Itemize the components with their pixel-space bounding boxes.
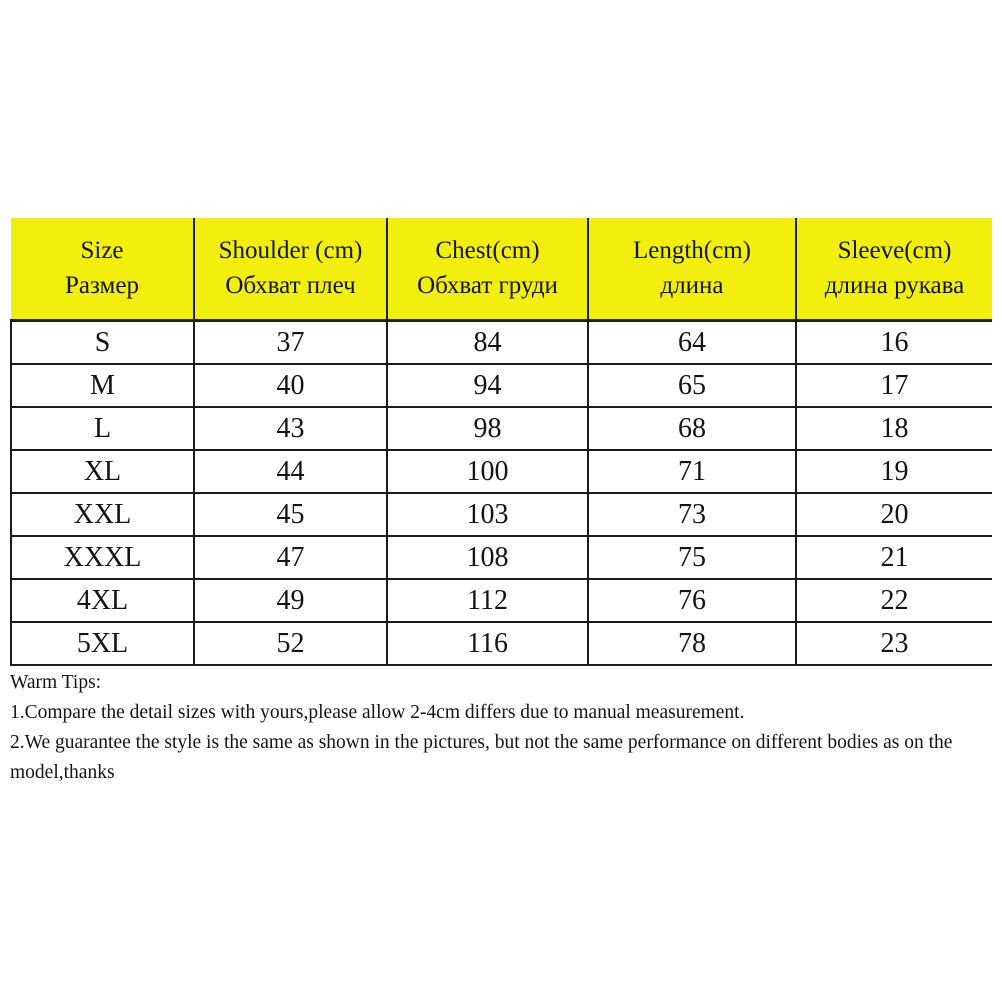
size-chart-table: [10, 218, 992, 666]
column-header-chest-cm: [387, 218, 588, 321]
size-label-cell: XL: [11, 450, 194, 493]
size-row-l: [11, 407, 992, 450]
measurement-cell: 116: [387, 622, 588, 665]
measurement-cell: 103: [387, 493, 588, 536]
size-row-5xl: [11, 622, 992, 665]
size-label-cell: 5XL: [11, 622, 194, 665]
column-header-sleeve-cm: [796, 218, 992, 321]
measurement-cell: 37: [194, 321, 387, 365]
measurement-cell: 18: [796, 407, 992, 450]
warm-tips-title: Warm Tips:: [10, 672, 102, 693]
measurement-cell: 98: [387, 407, 588, 450]
measurement-cell: 47: [194, 536, 387, 579]
measurement-cell: 49: [194, 579, 387, 622]
size-label-cell: L: [11, 407, 194, 450]
header-label-en: Sleeve(cm): [837, 237, 952, 264]
measurement-cell: 100: [387, 450, 588, 493]
measurement-cell: 40: [194, 364, 387, 407]
warm-tip-1: 1.Compare the detail sizes with yours,please allow 2-4cm differs due to manual measurement.: [10, 702, 745, 723]
measurement-cell: 84: [387, 321, 588, 365]
warm-tips: [10, 668, 992, 788]
measurement-cell: 16: [880, 326, 909, 358]
measurement-cell: 22: [796, 579, 992, 622]
measurement-cell: 65: [588, 364, 796, 407]
measurement-cell: 71: [588, 450, 796, 493]
measurement-cell: 64: [588, 321, 796, 365]
size-row-4xl: [11, 579, 992, 622]
measurement-cell: 75: [588, 536, 796, 579]
measurement-cell: 73: [588, 493, 796, 536]
header-label-ru: Размер: [65, 271, 139, 299]
measurement-cell: 19: [796, 450, 992, 493]
measurement-cell: 44: [194, 450, 387, 493]
column-header-size: [11, 218, 194, 321]
measurement-cell: 20: [796, 493, 992, 536]
measurement-cell: 45: [194, 493, 387, 536]
header-label-en: Shoulder (cm): [218, 237, 363, 264]
measurement-cell: 52: [194, 622, 387, 665]
column-header-shoulder-cm: [194, 218, 387, 321]
measurement-cell: 21: [796, 536, 992, 579]
header-label-ru: Обхват груди: [417, 271, 558, 299]
size-row-xl: [11, 450, 992, 493]
measurement-cell: 112: [387, 579, 588, 622]
column-header-length-cm: [588, 218, 796, 321]
header-label-ru: длина рукава: [824, 271, 965, 299]
size-label-cell: S: [11, 321, 194, 365]
measurement-cell: 76: [588, 579, 796, 622]
header-label-en: Size: [80, 237, 124, 264]
header-label-en: Length(cm): [632, 237, 751, 264]
measurement-cell: 108: [387, 536, 588, 579]
size-label-cell: M: [11, 364, 194, 407]
size-label-cell: XXL: [11, 493, 194, 536]
size-row-xxxl: [11, 536, 992, 579]
measurement-cell: 78: [588, 622, 796, 665]
size-row-s: [11, 321, 992, 365]
measurement-cell: 23: [796, 622, 992, 665]
measurement-cell: 43: [194, 407, 387, 450]
header-label-en: Chest(cm): [435, 237, 540, 264]
header-label-ru: длина: [660, 271, 724, 299]
size-row-m: [11, 364, 992, 407]
measurement-cell: 94: [387, 364, 588, 407]
size-label-cell: 4XL: [11, 579, 194, 622]
measurement-cell: 68: [588, 407, 796, 450]
header-row: [11, 218, 992, 321]
header-label-ru: Обхват плеч: [225, 271, 356, 299]
size-label-cell: XXXL: [11, 536, 194, 579]
measurement-cell: 17: [796, 364, 992, 407]
warm-tip-2: 2.We guarantee the style is the same as shown in the pictures, but not the same performance on different bodies as on the model,thanks: [10, 732, 953, 783]
size-row-xxl: [11, 493, 992, 536]
